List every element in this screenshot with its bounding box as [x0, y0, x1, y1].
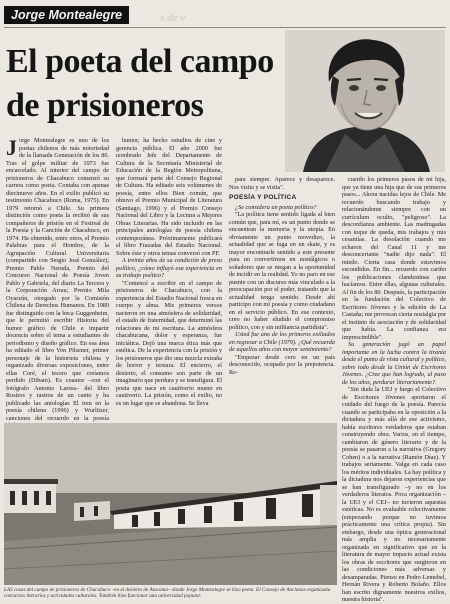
- interview-question: Usted fue uno de los primeros exiliados en regresar a Chile (1979). ¿Qué recuerda de aquellos años con mayor sentimiento?: [229, 331, 335, 353]
- paragraph: humor, ha hecho estudios de cine y gerencia pública. El año 2000 fue nombrado Jefe del Departamento de Cultura de la Secretaría Ministerial de Educación de la Región Metropolitana, que formará parte del Consejo Regional de Cultura. Ha editado seis volúmenes de poesía, entre ellos Bien común, que obtuvo el Premio Municipal de Literatura (Santiago, 1996) y el Premio Consejo Nacional del Libro y la Lectura a Mejores Obras Literarias. Ha sido incluido en las principales antologías de poesía chilena contemporánea. Próximamente publicará el libro Frazadas del Estadio Nacional. Sobre éste y otros temas conversó con PF.: [116, 137, 222, 257]
- author-portrait: [285, 30, 445, 172]
- interview-question: A treinta años de su condición de preso político, ¿cómo influyó esa experiencia en su trabajo poético?: [116, 257, 222, 279]
- interview-question: ¿Se considera un poeta político?: [235, 203, 317, 211]
- interview-answer: "Comencé a escribir en el campo de prisioneros de Chacabuco, con la experiencia del Estadio Nacional fresca en cuerpo y alma. Mis primeros versos nacieron en una atmósfera de solidaridad, el estado de fraternidad, que determinó las relaciones de mi escritura. La atmósfera chacabucana, dolor y esperanza, fue iniciática. Dejó una marca ética más que estética. De la experiencia con la prisión y los prisioneros que dio una mezcla extraña de horror y ternura. El encierro, el desierto, el consumo son parte de un imaginario que perdura y se transfigura. El poeta que nace en cautiverio muere en cautiverio. La prisión, como el exilio, no es un lugar que se abandona. Se lleva: [116, 279, 223, 407]
- drop-cap: J: [6, 135, 17, 160]
- photo-caption: LAS casas del campo de prisioneros de Chacabuco –en el desierto de Atacama– donde Jorge Montealegre se hizo poeta. El Consejo de Ancianos organizaba concursos literarios y actividades culturales. También hizo funcionar una universidad popular.: [4, 587, 331, 599]
- headline: El poeta del campo de prisioneros: [6, 43, 274, 124]
- text-column-1: [6, 137, 109, 420]
- prison-camp-photo: [4, 423, 337, 585]
- text-column-2: [116, 137, 222, 420]
- portrait-image: [285, 30, 445, 172]
- interview-answer: "Sin duda la UEJ y luego el Colectivo de Escritores Jóvenes aportaron el cuidado del fuego de la poesía. Parecía cuando se participaba en la oposición a la dictadura y más allá de ese activismo, había escritores verdaderos que estaban construyendo obra. Varios, en el tiempo, cambiaron de género literario y de la poesía se pasaron a la narrativa (Gregory Cohen) o a la narrativa (Ramón Díaz). Y trabajos seriamente. Valga en cada caso los méritos individuales. La hay política y la dictadura nos dejaron experiencias que se han transfigurado –y no en los verdaderos literatos. Poca organización –la UEJ y el CEJ– no tuvieron aquestas estéticas. No es evaluable colectivamente (empezando porque no tuvimos prácticamente una crítica propia). Sin embargo, desde una óptica generacional más amplia y no necesariamente organizada en significativo que en la literatura de mayor impacto actual exista los obras de escritores que surgieron en las condiciones más adversas y desamparadas. Pienso en Pedro Lemebel, Hernán Rivera y Roberto Bolaño. Ellos han escrito dignamente nuestros exilios, nuestra historia".: [342, 386, 446, 603]
- interview-answer: para siempre. Aparece y desaparece. Nos visita y se visita".: [229, 176, 335, 191]
- text-column-4: [342, 176, 446, 603]
- interview-question: Su generación jugó un papel importante en la lucha contra la tiranía desde el punto de vista cultural y político, sobre todo desde la Unión de Escritores Jóvenes. ¿Cree que han logrado, al paso de los años, perdurar literariamente?: [342, 341, 446, 386]
- interview-answer: cuerdo los primeros pasos de mi hija, que ya tiene una hija que de sus primeros pasos... Ahora nacidas lejos de Chile. Me recuerdo buscando trabajo y relacionándome siempre con un currículum oculto, "peligroso". La desconfianza ambiente. Las madrugadas con toque de queda, mis trabajos y mis cesantías. La desolación cuando me echaron del Canal 11 y me desconcertante "nadie dijo nada". El miedo. Cierta casa donde estuvimos escondidos. En fin... recuerdo con cariño los publicaciones clandestinas que hacíamos. Entre ellas, algunas culturales. Al fin de los 80. Después, la participación en la fundación del Colectivo de Escritores Jóvenes y la edición de La Castaña; me provocan cierta nostalgia por el instinto de asociación y de solidaridad que había. La confianza era imprescindible".: [342, 176, 446, 341]
- author-kicker: Jorge Montealegre: [4, 6, 129, 24]
- interview-answer: "La política tiene sentido ligada al bien común que, para mí, es un punto donde se encuentran la memoria y la utopía. En obviamente un punto movedizo, la actualidad que se fuga en un skate, y es mayor encontrarle sentido a este presente para no convertirnos en nostálgicos o soñadores que se niegan a la oportunidad de incidir en la realidad. Yo no paro en ese puente con un discurso más vinculado a la preocupación por el poder, tratando que la actualidad tenga sentido. Desde ahí participo con mi poesía y como ciudadano en el servicio público. En ese contexto, creo no haber eludido el compromiso político, con y sin militancia partidista".: [229, 211, 335, 331]
- text-column-3: [229, 176, 335, 420]
- interview-answer: "Empezar desde cero en un país desconocido, ocupado por la prepotencia. Re-: [229, 353, 335, 376]
- camp-buildings-image: [4, 423, 337, 585]
- section-subhead: POESÍA Y POLÍTICA: [229, 194, 297, 201]
- top-rule: [4, 27, 446, 28]
- bleed-through-text: s de v: [160, 12, 186, 24]
- intro-paragraph: Jorge Montealegre es uno de los poetas chilenos de más notoriedad de la llamada Generación de los 80. Tras el golpe militar de 1973 fue encarcelado. Al interior del campo de prisioneros de Chacabuco comenzó su carrera como poeta. Contaba con apenas diecinueve años. En el exilio publicó su testimonio Chacabuco (Roma, 1975). En 1979 retornó a Chile. Su primera distinción como poeta la recibió de sus compañeros de prisión en el Festival de la Poesía y la Canción de Chacabuco, en 1974. Ha obtenido, entre otros, el Premio Palabras para el Hombre, de la Agrupación Cultural Universitaria (compartido con Sergio José González); Premio Pablo Neruda, Premio del Concurso Nacional de Poesía Joven Pablo y Gabriela, del diario La Tercera y la Corporación Arrau; Premio Mila Oyarzún, otorgado por la Comisión Chilena de Derechos Humanos. En 1989 fue distinguido con la beca Guggenheim, que le permitió escribir Historia del humor gráfico de Chile e impartir docencia sobre el tema a estudiantes de periodismo y diseño gráfico. En esa área ha editado el libro Von Pilsener, primer personaje de la historieta chilena y organizado diversas exposiciones, entre ellas Coré, el tesoro que creíamos perdido (Dibam). Es coautor –con el fotógrafo Antonio Larrea– del libro Rostros y rastros de un canto y ha publicado las antologías El tren en la poesía chilena (1996) y Wurlitzer, canciones del recuerdo en la poesía: [6, 135, 109, 422]
